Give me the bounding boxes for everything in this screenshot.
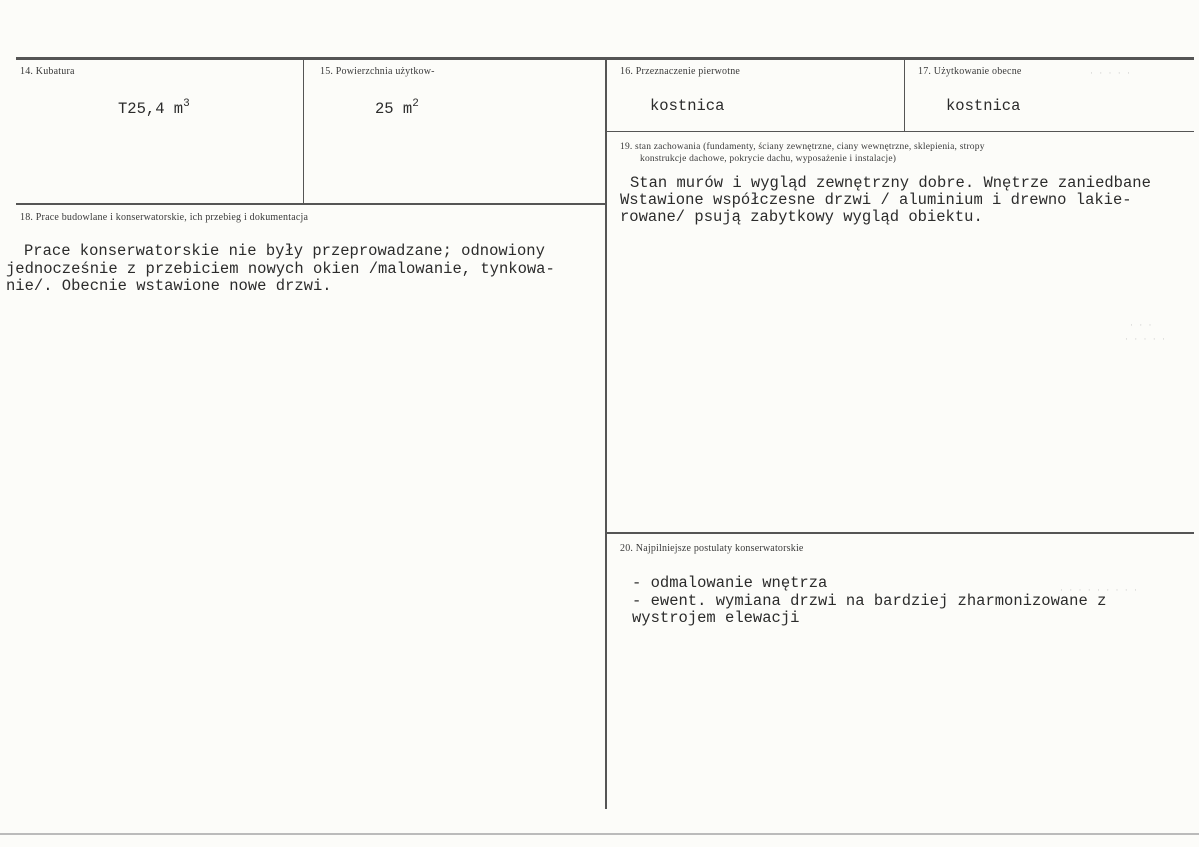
divider-14-15 bbox=[303, 59, 304, 204]
postulaty-label: 20. Najpilniejsze postulaty konserwatorskie bbox=[620, 543, 804, 554]
bleed-through-speck: · · · · · bbox=[1090, 68, 1132, 78]
uzytkowanie-value: kostnica bbox=[946, 97, 1021, 115]
przeznaczenie-value: kostnica bbox=[650, 97, 725, 115]
kubatura-unit-exponent: 3 bbox=[183, 98, 190, 110]
prace-label: 18. Prace budowlane i konserwatorskie, ich przebieg i dokumentacja bbox=[20, 212, 309, 223]
rule-under-14-15 bbox=[16, 203, 606, 205]
stan-line-1: Stan murów i wygląd zewnętrzny dobre. Wnętrze zaniedbane bbox=[630, 174, 1151, 192]
powierzchnia-number: 25 m bbox=[375, 100, 413, 118]
postulaty-line-3: wystrojem elewacji bbox=[632, 609, 800, 627]
powierzchnia-value bbox=[375, 98, 419, 118]
postulaty-line-2: - ewent. wymiana drzwi na bardziej zharmonizowane z bbox=[632, 592, 1107, 610]
powierzchnia-label: 15. Powierzchnia użytkow- bbox=[320, 66, 435, 77]
bleed-through-speck: · · · bbox=[1130, 320, 1154, 330]
bottom-edge bbox=[0, 833, 1199, 835]
powierzchnia-unit-exponent: 2 bbox=[412, 98, 419, 110]
stan-label-line-1: 19. stan zachowania (fundamenty, ściany zewnętrzne, ciany wewnętrzne, sklepienia, stropy bbox=[620, 142, 985, 152]
prace-line-2: jednocześnie z przebiciem nowych okien /malowanie, tynkowa- bbox=[6, 260, 555, 278]
stan-line-3: rowane/ psują zabytkowy wygląd obiektu. bbox=[620, 208, 983, 226]
kubatura-value bbox=[118, 98, 190, 118]
prace-line-3: nie/. Obecnie wstawione nowe drzwi. bbox=[6, 277, 332, 295]
uzytkowanie-label: 17. Użytkowanie obecne bbox=[918, 66, 1022, 77]
postulaty-line-1: - odmalowanie wnętrza bbox=[632, 574, 828, 592]
divider-left-right bbox=[605, 59, 607, 809]
rule-under-16-17 bbox=[606, 131, 1194, 132]
bleed-through-speck: · · · · · · · · · bbox=[1060, 585, 1139, 595]
przeznaczenie-label: 16. Przeznaczenie pierwotne bbox=[620, 66, 741, 77]
rule-above-20 bbox=[606, 532, 1194, 534]
prace-line-1: Prace konserwatorskie nie były przeprowadzane; odnowiony bbox=[24, 242, 545, 260]
bleed-through-speck: · · · · · bbox=[1125, 334, 1167, 344]
stan-line-2: Wstawione współczesne drzwi / aluminium i drewno lakie- bbox=[620, 191, 1132, 209]
kubatura-label: 14. Kubatura bbox=[20, 66, 75, 77]
divider-16-17 bbox=[904, 59, 905, 131]
stan-label-line-2: konstrukcje dachowe, pokrycie dachu, wyposażenie i instalacje) bbox=[640, 154, 897, 164]
kubatura-number: T25,4 m bbox=[118, 100, 184, 118]
